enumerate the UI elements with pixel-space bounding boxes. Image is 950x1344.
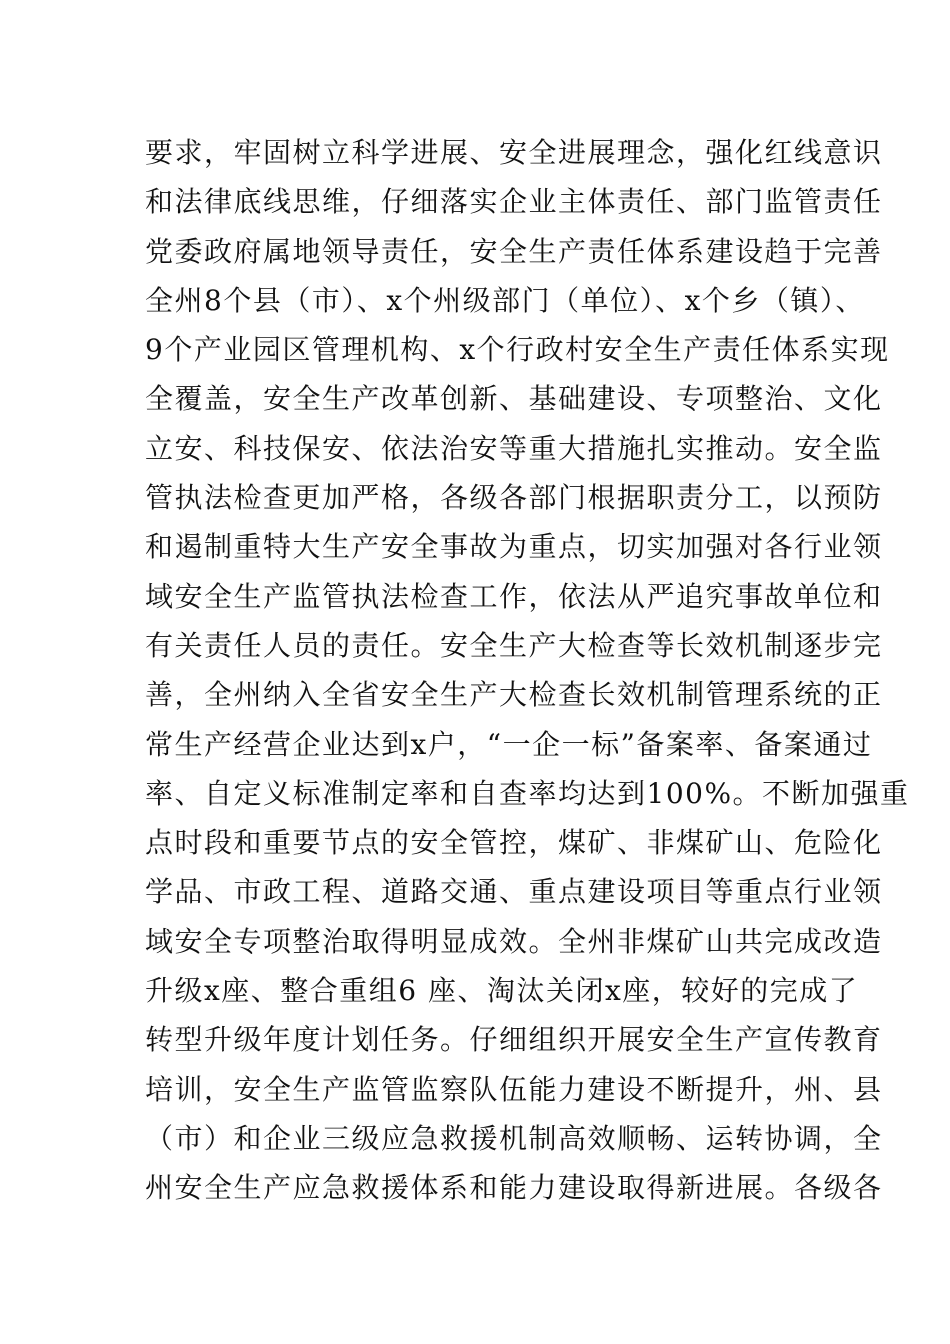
body-text [145, 128, 910, 1213]
text-line: 9个产业园区管理机构、x个行政村安全生产责任体系实现 [145, 333, 890, 367]
text-line: 域安全生产监管执法检查工作，依法从严追究事故单位和 [145, 579, 883, 613]
text-line: 学品、市政工程、道路交通、重点建设项目等重点行业领 [145, 875, 883, 909]
text-line: 域安全专项整治取得明显成效。全州非煤矿山共完成改造 [145, 924, 883, 958]
text-line: 和法律底线思维，仔细落实企业主体责任、部门监管责任 [145, 185, 883, 219]
text-line: 立安、科技保安、依法治安等重大措施扎实推动。安全监 [145, 431, 883, 465]
text-line: 管执法检查更加严格，各级各部门根据职责分工，以预防 [145, 481, 883, 515]
text-line: 有关责任人员的责任。安全生产大检查等长效机制逐步完 [145, 628, 883, 662]
text-line: 升级x座、整合重组6 座、淘汰关闭x座，较好的完成了 [145, 974, 859, 1008]
text-line: 培训，安全生产监管监察队伍能力建设不断提升，州、县 [145, 1072, 883, 1106]
text-line: 全覆盖，安全生产改革创新、基础建设、专项整治、文化 [145, 382, 883, 416]
text-line: 要求，牢固树立科学进展、安全进展理念，强化红线意识 [145, 136, 883, 169]
text-line: 和遏制重特大生产安全事故为重点，切实加强对各行业领 [145, 530, 883, 564]
text-line: 善，全州纳入全省安全生产大检查长效机制管理系统的正 [145, 678, 883, 712]
text-line: 转型升级年度计划任务。仔细组织开展安全生产宣传教育 [145, 1023, 883, 1057]
text-line: 点时段和重要节点的安全管控，煤矿、非煤矿山、危险化 [145, 826, 883, 860]
text-line: 党委政府属地领导责任，安全生产责任体系建设趋于完善 [145, 234, 883, 268]
text-line: （市）和企业三级应急救援机制高效顺畅、运转协调，全 [145, 1121, 883, 1155]
text-line: 州安全生产应急救援体系和能力建设取得新进展。各级各 [145, 1171, 883, 1205]
text-line: 全州8个县（市）、x个州级部门（单位）、x个乡（镇）、 [145, 283, 865, 317]
text-line: 率、自定义标准制定率和自查率均达到100%。不断加强重 [145, 776, 910, 810]
text-line: 常生产经营企业达到x户，“一企一标”备案率、备案通过 [145, 727, 873, 761]
